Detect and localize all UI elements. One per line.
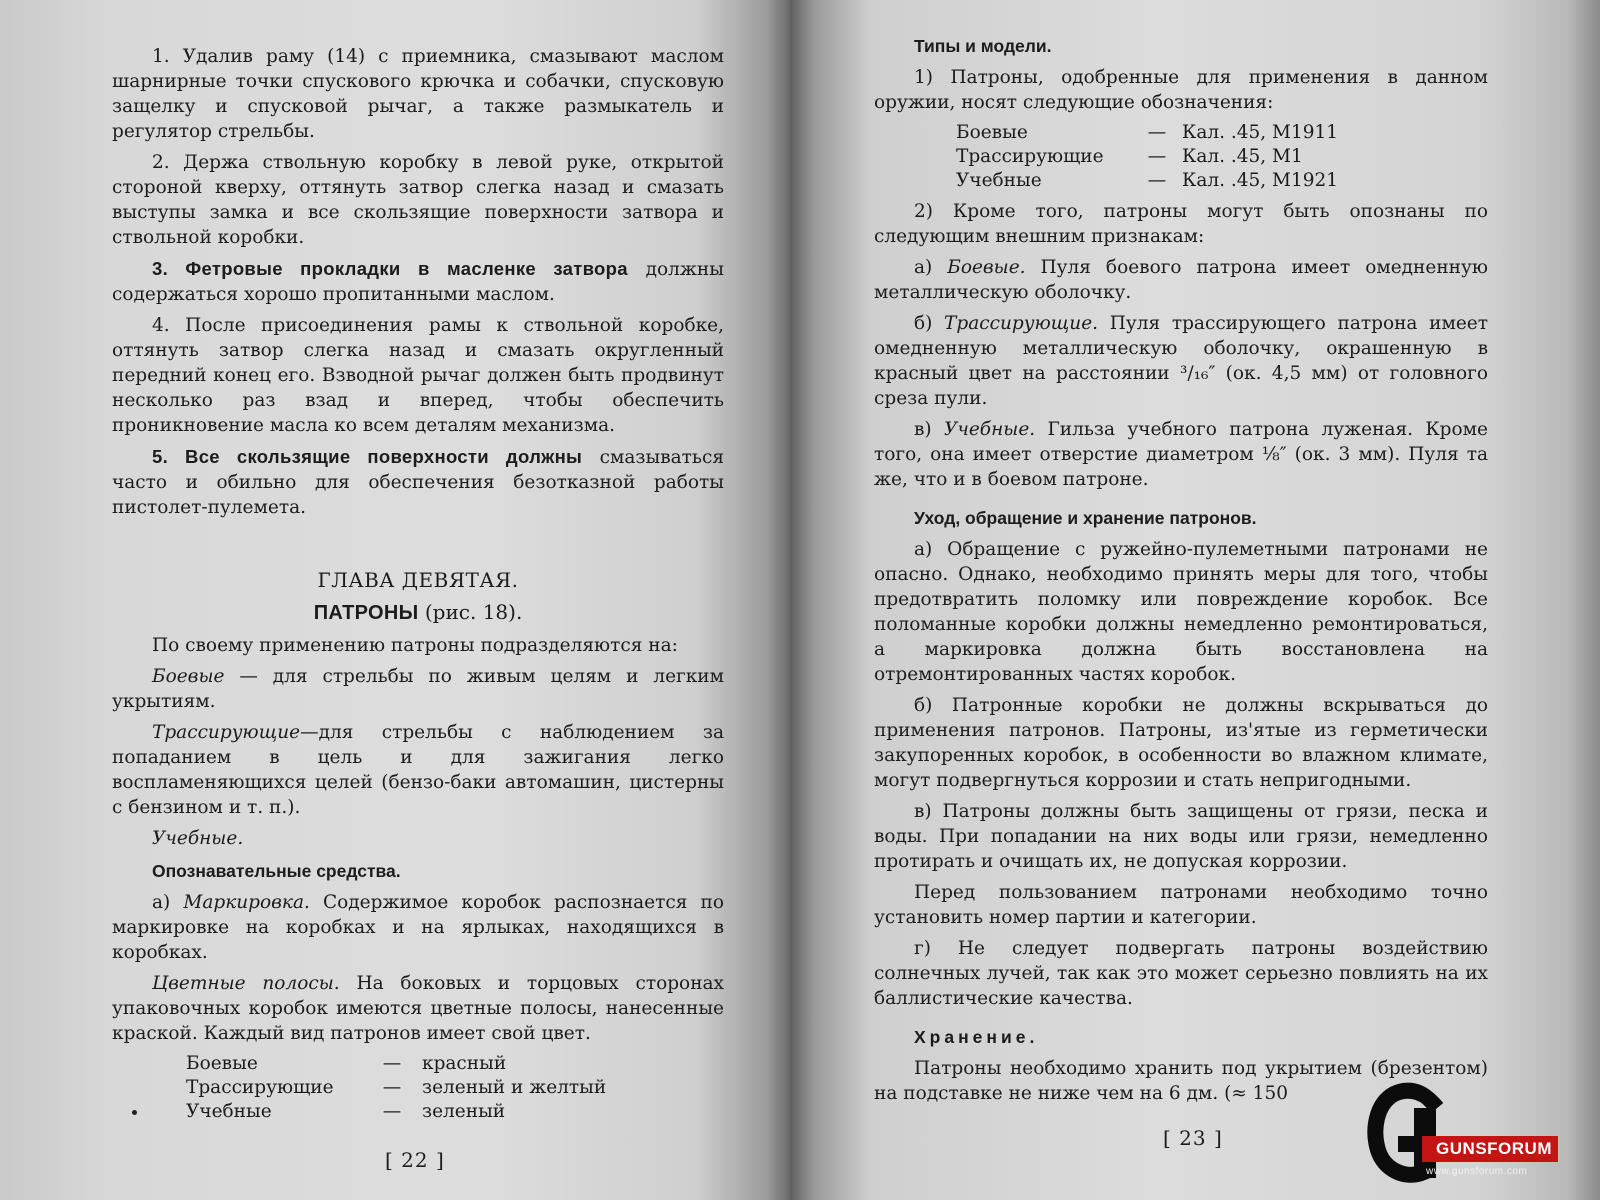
color-dash: — <box>382 1101 402 1122</box>
right-tracer-paragraph <box>874 311 1488 411</box>
stripes-term: Цветные полосы. <box>152 973 340 994</box>
left-paragraph-5-rest: смазываться часто и обильно для обеспечения безотказной работы пистолет-пулемета. <box>112 447 725 518</box>
intro-paragraph: По своему применению патроны подразделяются на: <box>152 635 678 656</box>
care-paragraph-b: б) Патронные коробки не должны вскрываться до применения патронов. Патроны, из'ятые из герметически закупоренных коробок, в особенности во влажном климате, могут подвергнуться коррозии и стать непригодными. <box>874 695 1488 791</box>
model-value: Кал. .45, М1921 <box>1182 170 1339 191</box>
color-dash: — <box>382 1077 402 1098</box>
gunsforum-watermark <box>1362 1080 1562 1198</box>
model-type: Боевые <box>956 122 1028 143</box>
identification-heading: Опознавательные средства. <box>152 861 401 881</box>
model-type: Трассирующие <box>956 146 1104 167</box>
model-value: Кал. .45, М1 <box>1182 146 1303 167</box>
section-title <box>112 600 724 625</box>
left-paragraph-5 <box>112 444 724 520</box>
right-training-label: в) <box>914 419 944 440</box>
list-item <box>186 1076 724 1100</box>
color-value: зеленый <box>422 1101 506 1122</box>
section-title-bold: ПАТРОНЫ <box>313 602 419 624</box>
ink-dot <box>132 1110 137 1115</box>
definition-combat-term: Боевые <box>152 666 225 687</box>
section-title-rest: (рис. 18). <box>418 600 523 624</box>
list-item <box>956 169 1488 193</box>
page-number-right: [ 23 ] <box>1163 1126 1223 1150</box>
model-list <box>956 121 1488 193</box>
right-page <box>790 0 1600 1200</box>
definition-tracer-text: —для стрельбы с наблюдением за попаданием в цель и для зажигания легко воспламеняющихся целей (бензо-баки автомашин, цистерны с бензином и т. п.). <box>112 722 724 818</box>
color-type: Учебные <box>186 1101 272 1122</box>
care-paragraph-e: г) Не следует подвергать патроны воздействию солнечных лучей, так как это может серьезно повлиять на их баллистические качества. <box>874 938 1488 1009</box>
left-paragraph-3 <box>112 256 724 307</box>
right-training-term: Учебные. <box>943 419 1036 440</box>
left-paragraph-1: 1. Удалив раму (14) с приемника, смазывают маслом шарнирные точки спускового крючка и собачки, спусковую защелку и спусковой рычаг, а также размыкатель и регулятор стрельбы. <box>112 46 724 142</box>
storage-paragraph: Патроны необходимо хранить под укрытием (брезентом) на подставке не ниже чем на 6 дм. (≈ 150 <box>874 1058 1488 1104</box>
left-paragraph-2: 2. Держа ствольную коробку в левой руке, открытой стороной кверху, оттянуть затвор слегка назад и смазать выступы замка и все скользящие поверхности затвора и ствольной коробки. <box>112 152 724 248</box>
right-training-text: Гильза учебного патрона луженая. Кроме того, она имеет отверстие диаметром ⅛″ (ок. 3 мм). Пуля та же, что и в боевом патроне. <box>874 419 1489 490</box>
right-tracer-label: б) <box>914 313 945 334</box>
marking-text: Содержимое коробок распознается по маркировке на коробках и на ярлыках, находящихся в коробках. <box>112 892 724 963</box>
list-item <box>186 1052 724 1076</box>
definition-combat-text: — для стрельбы по живым целям и легким укрытиям. <box>112 666 724 712</box>
model-dash: — <box>1147 146 1167 167</box>
right-paragraph-2: 2) Кроме того, патроны могут быть опознаны по следующим внешним признакам: <box>874 201 1488 247</box>
right-tracer-term: Трассирующие. <box>944 313 1099 334</box>
definition-training-term: Учебные. <box>152 828 244 849</box>
types-heading: Типы и модели. <box>914 36 1052 56</box>
left-paragraph-5-bold: 5. Все скользящие поверхности должны <box>152 446 583 467</box>
definition-tracer-term: Трассирующие <box>152 722 301 743</box>
color-type: Боевые <box>186 1053 258 1074</box>
care-paragraph-a: а) Обращение с ружейно-пулеметными патронами не опасно. Однако, необходимо принять меры для того, чтобы предотвратить поломку или повреждение коробок. Все поломанные коробки должны немедленно ремонтироваться, а маркировка должна быть восстановлена на отремонтированных частях коробок. <box>874 539 1488 685</box>
care-heading: Уход, обращение и хранение патронов. <box>914 508 1257 528</box>
chapter-heading: ГЛАВА ДЕВЯТАЯ. <box>317 568 519 592</box>
left-page <box>0 0 790 1200</box>
definition-training <box>112 826 724 851</box>
model-dash: — <box>1147 122 1167 143</box>
stripes-text: На боковых и торцовых сторонах упаковочных коробок имеются цветные полосы, нанесенные краской. Каждый вид патронов имеет свой цвет. <box>112 973 724 1044</box>
color-type: Трассирующие <box>186 1077 334 1098</box>
right-combat-paragraph <box>874 255 1488 305</box>
list-item <box>956 121 1488 145</box>
color-dash: — <box>382 1053 402 1074</box>
definition-tracer <box>112 720 724 820</box>
right-tracer-text: Пуля трассирующего патрона имеет омедненную металлическую оболочку, окрашенную в красный цвет на расстоянии ³/₁₆″ (ок. 4,5 мм) от головного среза пули. <box>874 313 1488 409</box>
definition-combat <box>112 664 724 714</box>
color-value: зеленый и желтый <box>422 1077 607 1098</box>
model-type: Учебные <box>956 170 1042 191</box>
list-item <box>186 1100 724 1124</box>
right-combat-text: Пуля боевого патрона имеет омедненную металлическую оболочку. <box>874 257 1488 303</box>
model-dash: — <box>1147 170 1167 191</box>
right-training-paragraph <box>874 417 1488 492</box>
care-paragraph-d: Перед пользованием патронами необходимо точно установить номер партии и категории. <box>874 882 1488 928</box>
storage-heading: Хранение. <box>914 1027 1039 1047</box>
right-paragraph-1: 1) Патроны, одобренные для применения в данном оружии, носят следующие обозначения: <box>874 67 1488 113</box>
page-number-left: [ 22 ] <box>385 1148 445 1172</box>
stripes-paragraph <box>112 971 724 1046</box>
left-paragraph-3-rest: должны содержаться хорошо пропитанными маслом. <box>112 259 724 305</box>
marking-label: а) <box>152 892 184 913</box>
right-combat-term: Боевые. <box>947 257 1026 278</box>
watermark-url: www.gunsforum.com <box>1426 1166 1528 1177</box>
watermark-badge: GUNSFORUM <box>1422 1136 1558 1162</box>
model-value: Кал. .45, М1911 <box>1182 122 1339 143</box>
care-paragraph-c: в) Патроны должны быть защищены от грязи, песка и воды. При попадании на них воды или грязи, немедленно протирать и очищать их, не допуская коррозии. <box>874 801 1488 872</box>
right-combat-label: а) <box>914 257 948 278</box>
left-paragraph-3-bold: 3. Фетровые прокладки в масленке затвора <box>152 258 628 279</box>
list-item <box>956 145 1488 169</box>
color-list <box>186 1052 724 1124</box>
color-value: красный <box>422 1053 507 1074</box>
marking-term: Маркировка. <box>183 892 310 913</box>
marking-paragraph <box>112 890 724 965</box>
left-paragraph-4: 4. После присоединения рамы к ствольной коробке, оттянуть затвор слегка назад и смазать округленный передний конец его. Взводной рычаг должен быть продвинут несколько раз взад и вперед, чтобы обеспечить проникновение масла ко всем деталям механизма. <box>112 315 724 436</box>
